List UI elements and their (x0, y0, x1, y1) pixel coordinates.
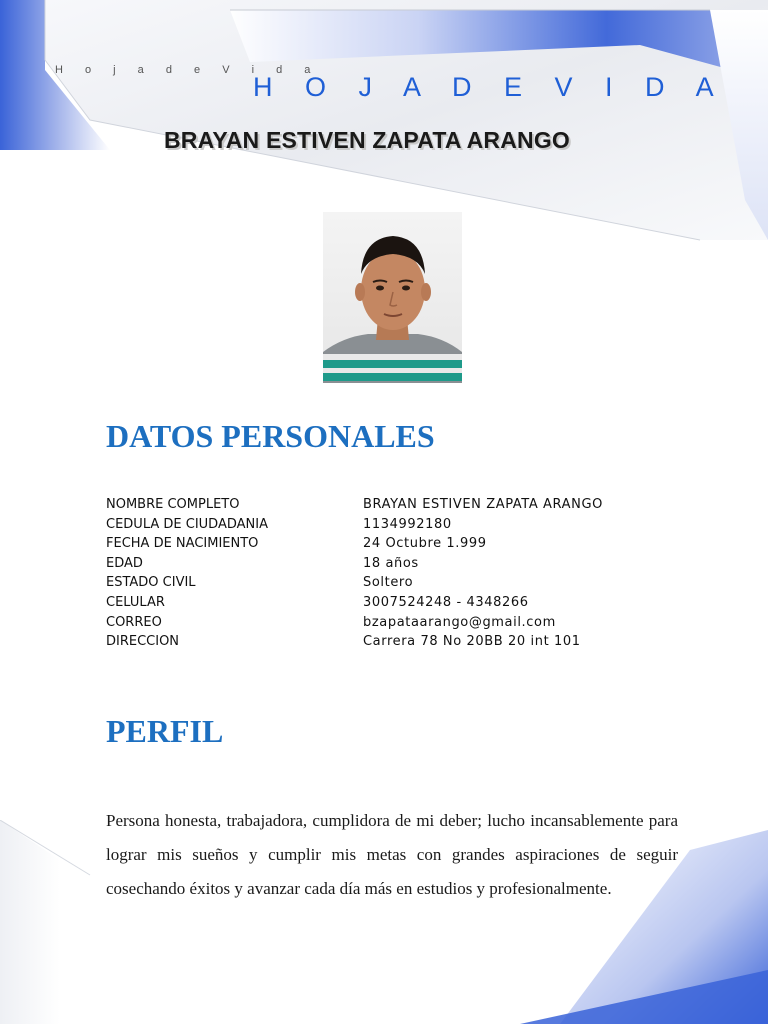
data-value: 18 años (363, 555, 419, 571)
profile-paragraph: Persona honesta, trabajadora, cumplidora de mi deber; lucho incansablemente para lograr mis sueños y cumplir mis metas con grandes aspiraciones de seguir cosechando éxitos y avanzar cada día más en estudios y profesionalmente. (106, 811, 678, 898)
data-label: NOMBRE COMPLETO (106, 497, 240, 512)
data-label: CEDULA DE CIUDADANIA (106, 516, 268, 532)
document-title: H O J A D E V I D A (253, 72, 727, 102)
section-title-profile: PERFIL (106, 713, 224, 749)
data-value: 24 Octubre 1.999 (363, 536, 487, 552)
data-label: EDAD (106, 555, 143, 571)
section-title-personal-data: DATOS PERSONALES (106, 418, 435, 454)
data-label: ESTADO CIVIL (106, 575, 196, 591)
data-label: CORREO (106, 614, 162, 630)
data-value: 3007524248 - 4348266 (363, 594, 529, 610)
portrait-photo (323, 212, 462, 383)
data-value: Carrera 78 No 20BB 20 int 101 (363, 634, 581, 650)
header-caption: H o j a d e V i d a (55, 64, 320, 76)
person-name: BRAYAN ESTIVEN ZAPATA ARANGO (164, 127, 571, 153)
data-label: FECHA DE NACIMIENTO (106, 536, 259, 552)
data-label: CELULAR (106, 594, 165, 610)
data-label: DIRECCION (106, 634, 180, 650)
data-value: 1134992180 (363, 516, 452, 532)
data-value: BRAYAN ESTIVEN ZAPATA ARANGO (363, 497, 603, 512)
data-value: Soltero (363, 575, 414, 591)
data-value: bzapataarango@gmail.com (363, 614, 556, 630)
